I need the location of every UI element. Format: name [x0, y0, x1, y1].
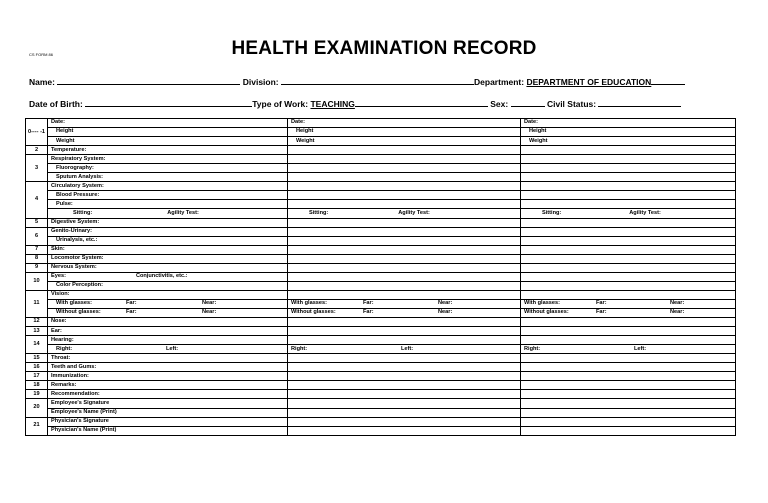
weight-cell[interactable]: Weight [521, 137, 736, 146]
remarks-cell[interactable]: Remarks: [48, 381, 288, 390]
pulse-cell[interactable]: Pulse: [48, 200, 288, 209]
exam-cell[interactable] [521, 399, 736, 408]
row-number: 5 [26, 218, 48, 227]
exam-cell[interactable] [521, 227, 736, 236]
table-row [26, 354, 736, 363]
genito-cell[interactable]: Genito-Urinary: [48, 227, 288, 236]
civil-status-label: Civil Status: [546, 99, 597, 109]
table-row [26, 417, 736, 426]
exam-cell[interactable] [288, 318, 521, 327]
exam-cell[interactable] [288, 200, 521, 209]
name-label: Name: [29, 77, 55, 87]
exam-cell[interactable] [521, 372, 736, 381]
temperature-cell[interactable]: Temperature: [48, 146, 288, 155]
exam-cell[interactable] [521, 290, 736, 299]
table-row [26, 263, 736, 272]
exam-cell[interactable] [288, 263, 521, 272]
table-row [26, 209, 736, 218]
exam-cell[interactable] [288, 372, 521, 381]
exam-cell[interactable] [288, 191, 521, 200]
table-row [26, 299, 736, 308]
table-row [26, 191, 736, 200]
nose-cell[interactable]: Nose: [48, 318, 288, 327]
exam-cell[interactable] [521, 146, 736, 155]
exam-cell[interactable] [521, 408, 736, 417]
row-number: 11 [26, 290, 48, 317]
exam-cell[interactable] [521, 155, 736, 164]
blood-pressure-cell[interactable]: Blood Pressure: [48, 191, 288, 200]
table-row [26, 245, 736, 254]
row-number: 0---- -1 [26, 119, 48, 146]
sitting-agility-cell[interactable]: Sitting: Agility Test: [48, 209, 288, 218]
exam-table [25, 118, 736, 436]
without-glasses-cell[interactable]: Without glasses: Far: Near: [48, 308, 288, 317]
row-number: 3 [26, 155, 48, 182]
exam-cell[interactable] [288, 417, 521, 426]
skin-cell[interactable]: Skin: [48, 245, 288, 254]
immunization-cell[interactable]: Immunization: [48, 372, 288, 381]
exam-cell[interactable] [288, 245, 521, 254]
exam-cell[interactable] [288, 426, 521, 435]
info-row-2 [29, 97, 741, 109]
exam-cell[interactable] [288, 218, 521, 227]
right-left-cell[interactable]: Right: Left: [48, 345, 288, 354]
row-number: 19 [26, 390, 48, 399]
table-row [26, 408, 736, 417]
table-row [26, 381, 736, 390]
table-row [26, 164, 736, 173]
row-number: 20 [26, 399, 48, 417]
height-cell[interactable]: Height [521, 128, 736, 137]
height-cell[interactable]: Height [288, 128, 521, 137]
sitting-agility-cell[interactable]: Sitting: Agility Test: [521, 209, 736, 218]
exam-cell[interactable] [521, 263, 736, 272]
exam-cell[interactable] [288, 173, 521, 182]
table-row [26, 155, 736, 164]
exam-cell[interactable] [521, 336, 736, 345]
row-number: 18 [26, 381, 48, 390]
ear-cell[interactable]: Ear: [48, 327, 288, 336]
table-row [26, 290, 736, 299]
table-row [26, 390, 736, 399]
dob-label: Date of Birth: [29, 99, 83, 109]
department-value[interactable]: DEPARTMENT OF EDUCATION [526, 77, 652, 87]
table-row [26, 146, 736, 155]
table-row [26, 318, 736, 327]
right-left-cell[interactable]: Right: Left: [521, 345, 736, 354]
table-row [26, 200, 736, 209]
with-glasses-cell[interactable]: With glasses: Far: Near: [288, 299, 521, 308]
row-number: 12 [26, 318, 48, 327]
nervous-cell[interactable]: Nervous System: [48, 263, 288, 272]
exam-cell[interactable] [288, 399, 521, 408]
date-cell[interactable]: Date: [288, 119, 521, 128]
sex-field[interactable] [511, 97, 545, 107]
exam-cell[interactable] [288, 236, 521, 245]
physician-signature-cell[interactable]: Physician's Signature [48, 417, 288, 426]
form-code: CS FORM 86 [29, 52, 54, 57]
exam-cell[interactable] [521, 191, 736, 200]
exam-cell[interactable] [521, 390, 736, 399]
height-cell[interactable]: Height [48, 128, 288, 137]
name-field[interactable] [57, 75, 240, 85]
form-title: HEALTH EXAMINATION RECORD [231, 38, 537, 59]
date-cell[interactable]: Date: [48, 119, 288, 128]
table-row [26, 119, 736, 128]
exam-cell[interactable] [521, 218, 736, 227]
exam-cell[interactable] [288, 408, 521, 417]
exam-cell[interactable] [521, 173, 736, 182]
row-number: 16 [26, 363, 48, 372]
table-row [26, 272, 736, 281]
work-label: Type of Work: [252, 99, 309, 109]
exam-cell[interactable] [288, 155, 521, 164]
sputum-cell[interactable]: Sputum Analysis: [48, 173, 288, 182]
table-row [26, 308, 736, 317]
recommendation-cell[interactable]: Recommendation: [48, 390, 288, 399]
right-left-cell[interactable]: Right: Left: [288, 345, 521, 354]
teeth-cell[interactable]: Teeth and Gums: [48, 363, 288, 372]
table-row [26, 218, 736, 227]
exam-cell[interactable] [521, 236, 736, 245]
exam-cell[interactable] [288, 146, 521, 155]
table-row [26, 281, 736, 290]
table-row [26, 372, 736, 381]
respiratory-cell[interactable]: Respiratory System: [48, 155, 288, 164]
date-cell[interactable]: Date: [521, 119, 736, 128]
exam-cell[interactable] [288, 182, 521, 191]
exam-cell[interactable] [288, 381, 521, 390]
table-row [26, 399, 736, 408]
table-row [26, 137, 736, 146]
exam-cell[interactable] [288, 254, 521, 263]
civil-status-field[interactable] [598, 97, 681, 107]
exam-cell[interactable] [521, 327, 736, 336]
exam-cell[interactable] [288, 390, 521, 399]
sex-label: Sex: [490, 99, 509, 109]
sitting-agility-cell[interactable]: Sitting: Agility Test: [288, 209, 521, 218]
table-row [26, 182, 736, 191]
exam-cell[interactable] [288, 354, 521, 363]
table-row [26, 128, 736, 137]
table-row [26, 254, 736, 263]
exam-cell[interactable] [521, 200, 736, 209]
table-row [26, 327, 736, 336]
exam-cell[interactable] [288, 164, 521, 173]
table-row [26, 336, 736, 345]
digestive-cell[interactable]: Digestive System: [48, 218, 288, 227]
exam-cell[interactable] [521, 363, 736, 372]
exam-cell[interactable] [288, 281, 521, 290]
row-number: 17 [26, 372, 48, 381]
info-row-1 [29, 75, 741, 87]
table-row [26, 236, 736, 245]
exam-cell[interactable] [288, 290, 521, 299]
exam-cell[interactable] [521, 281, 736, 290]
circulatory-cell[interactable]: Circulatory System: [48, 182, 288, 191]
row-number: 14 [26, 336, 48, 354]
locomotor-cell[interactable]: Locomotor System: [48, 254, 288, 263]
vision-cell[interactable]: Vision: [48, 290, 288, 299]
exam-cell[interactable] [521, 245, 736, 254]
eyes-cell[interactable]: Eyes: Conjunctivitis, etc.: [48, 272, 288, 281]
with-glasses-cell[interactable]: With glasses: Far: Near: [521, 299, 736, 308]
table-row [26, 426, 736, 435]
exam-cell[interactable] [521, 381, 736, 390]
exam-cell[interactable] [521, 354, 736, 363]
table-row [26, 363, 736, 372]
row-number: 13 [26, 327, 48, 336]
hearing-cell[interactable]: Hearing: [48, 336, 288, 345]
work-value[interactable]: TEACHING [310, 99, 355, 109]
row-number: 8 [26, 254, 48, 263]
division-field[interactable] [281, 75, 474, 85]
with-glasses-cell[interactable]: With glasses: Far: Near: [48, 299, 288, 308]
throat-cell[interactable]: Throat: [48, 354, 288, 363]
row-number: 4 [26, 182, 48, 218]
physician-name-cell[interactable]: Physician's Name (Print) [48, 426, 288, 435]
weight-cell[interactable]: Weight [48, 137, 288, 146]
table-row [26, 173, 736, 182]
exam-cell[interactable] [521, 182, 736, 191]
department-label: Department: [474, 77, 525, 87]
table-row [26, 227, 736, 236]
employee-signature-cell[interactable]: Employee's Signature [48, 399, 288, 408]
dob-field[interactable] [85, 97, 252, 107]
without-glasses-cell[interactable]: Without glasses: Far: Near: [521, 308, 736, 317]
row-number: 2 [26, 146, 48, 155]
exam-cell[interactable] [288, 227, 521, 236]
row-number: 9 [26, 263, 48, 272]
fluorography-cell[interactable]: Fluorography: [48, 164, 288, 173]
exam-cell[interactable] [288, 363, 521, 372]
employee-name-cell[interactable]: Employee's Name (Print) [48, 408, 288, 417]
row-number: 10 [26, 272, 48, 290]
exam-cell[interactable] [521, 254, 736, 263]
row-number: 21 [26, 417, 48, 435]
division-label: Division: [242, 77, 279, 87]
weight-cell[interactable]: Weight [288, 137, 521, 146]
urinalysis-cell[interactable]: Urinalysis, etc.: [48, 236, 288, 245]
exam-cell[interactable] [521, 164, 736, 173]
table-row [26, 345, 736, 354]
row-number: 15 [26, 354, 48, 363]
exam-cell[interactable] [521, 272, 736, 281]
exam-cell[interactable] [288, 272, 521, 281]
color-perception-cell[interactable]: Color Perception: [48, 281, 288, 290]
exam-cell[interactable] [288, 327, 521, 336]
row-number: 7 [26, 245, 48, 254]
exam-cell[interactable] [288, 336, 521, 345]
row-number: 6 [26, 227, 48, 245]
without-glasses-cell[interactable]: Without glasses: Far: Near: [288, 308, 521, 317]
exam-cell[interactable] [521, 417, 736, 426]
exam-cell[interactable] [521, 426, 736, 435]
exam-cell[interactable] [521, 318, 736, 327]
